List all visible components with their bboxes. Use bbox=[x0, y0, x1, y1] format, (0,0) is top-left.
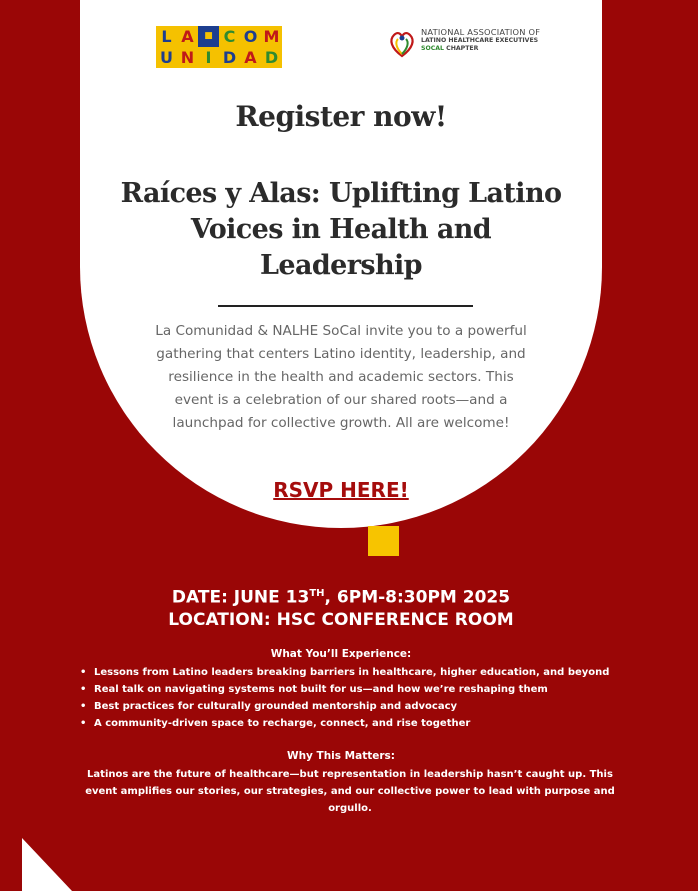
logo-letter: D bbox=[219, 47, 240, 68]
logo-letter: A bbox=[240, 47, 261, 68]
event-date bbox=[80, 582, 602, 610]
list-item: • A community-driven space to recharge, connect, and rise together bbox=[78, 715, 638, 732]
logo-letter: I bbox=[198, 47, 219, 68]
experience-heading: What You’ll Experience: bbox=[270, 648, 412, 660]
logo-letter: U bbox=[156, 47, 177, 68]
logo-letter: M bbox=[261, 26, 282, 47]
nalhe-name-line1: NATIONAL ASSOCIATION OF bbox=[421, 27, 541, 37]
nalhe-chapter-line bbox=[421, 45, 581, 53]
event-location: LOCATION: HSC CONFERENCE ROOM bbox=[168, 610, 514, 630]
rsvp-container bbox=[80, 478, 602, 502]
logo-letter: L bbox=[156, 26, 177, 47]
why-paragraph: Latinos are the future of healthcare—but representation in leadership hasn’t caught up. This event amplifies our stories, our strategies, and our collective power to lead with purpose and orgullo. bbox=[85, 769, 615, 814]
nalhe-emblem-icon bbox=[387, 28, 417, 60]
la-comunidad-logo bbox=[156, 26, 284, 68]
register-headline: Register now! bbox=[235, 100, 447, 133]
list-item: • Lessons from Latino leaders breaking barriers in healthcare, higher education, and beyond bbox=[78, 664, 638, 681]
rsvp-link[interactable]: RSVP HERE! bbox=[273, 478, 409, 502]
event-title: Raíces y Alas: Uplifting Latino Voices in Health and Leadership bbox=[120, 178, 562, 281]
nalhe-logo bbox=[387, 26, 577, 62]
logo-letter: C bbox=[219, 26, 240, 47]
intro-paragraph: La Comunidad & NALHE SoCal invite you to a powerful gathering that centers Latino identity, leadership, and resilience in the health and academic sectors. This event is a celebration of our shared roots—and a launchpad for collective growth. All are welcome! bbox=[155, 323, 527, 431]
logo-letter: N bbox=[177, 47, 198, 68]
date-suffix: , 6PM-8:30PM 2025 bbox=[324, 587, 511, 608]
nalhe-name-line2: LATINO HEALTHCARE EXECUTIVES bbox=[421, 37, 539, 44]
experience-list bbox=[78, 664, 638, 732]
logo-dots-icon: ■ bbox=[198, 26, 219, 47]
date-ordinal: TH bbox=[309, 588, 325, 599]
nalhe-chapter: CHAPTER bbox=[444, 45, 479, 52]
yellow-accent-square bbox=[368, 526, 399, 556]
logo-letter: A bbox=[177, 26, 198, 47]
why-heading: Why This Matters: bbox=[286, 750, 396, 762]
list-item: • Real talk on navigating systems not built for us—and how we’re reshaping them bbox=[78, 681, 638, 698]
logo-letter: O bbox=[240, 26, 261, 47]
nalhe-socal: SOCAL bbox=[421, 45, 444, 52]
logo-letter: D bbox=[261, 47, 282, 68]
corner-triangle-decoration bbox=[22, 838, 72, 891]
title-divider bbox=[218, 305, 473, 307]
date-prefix: DATE: JUNE 13 bbox=[171, 587, 310, 608]
list-item: • Best practices for culturally grounded mentorship and advocacy bbox=[78, 698, 638, 715]
